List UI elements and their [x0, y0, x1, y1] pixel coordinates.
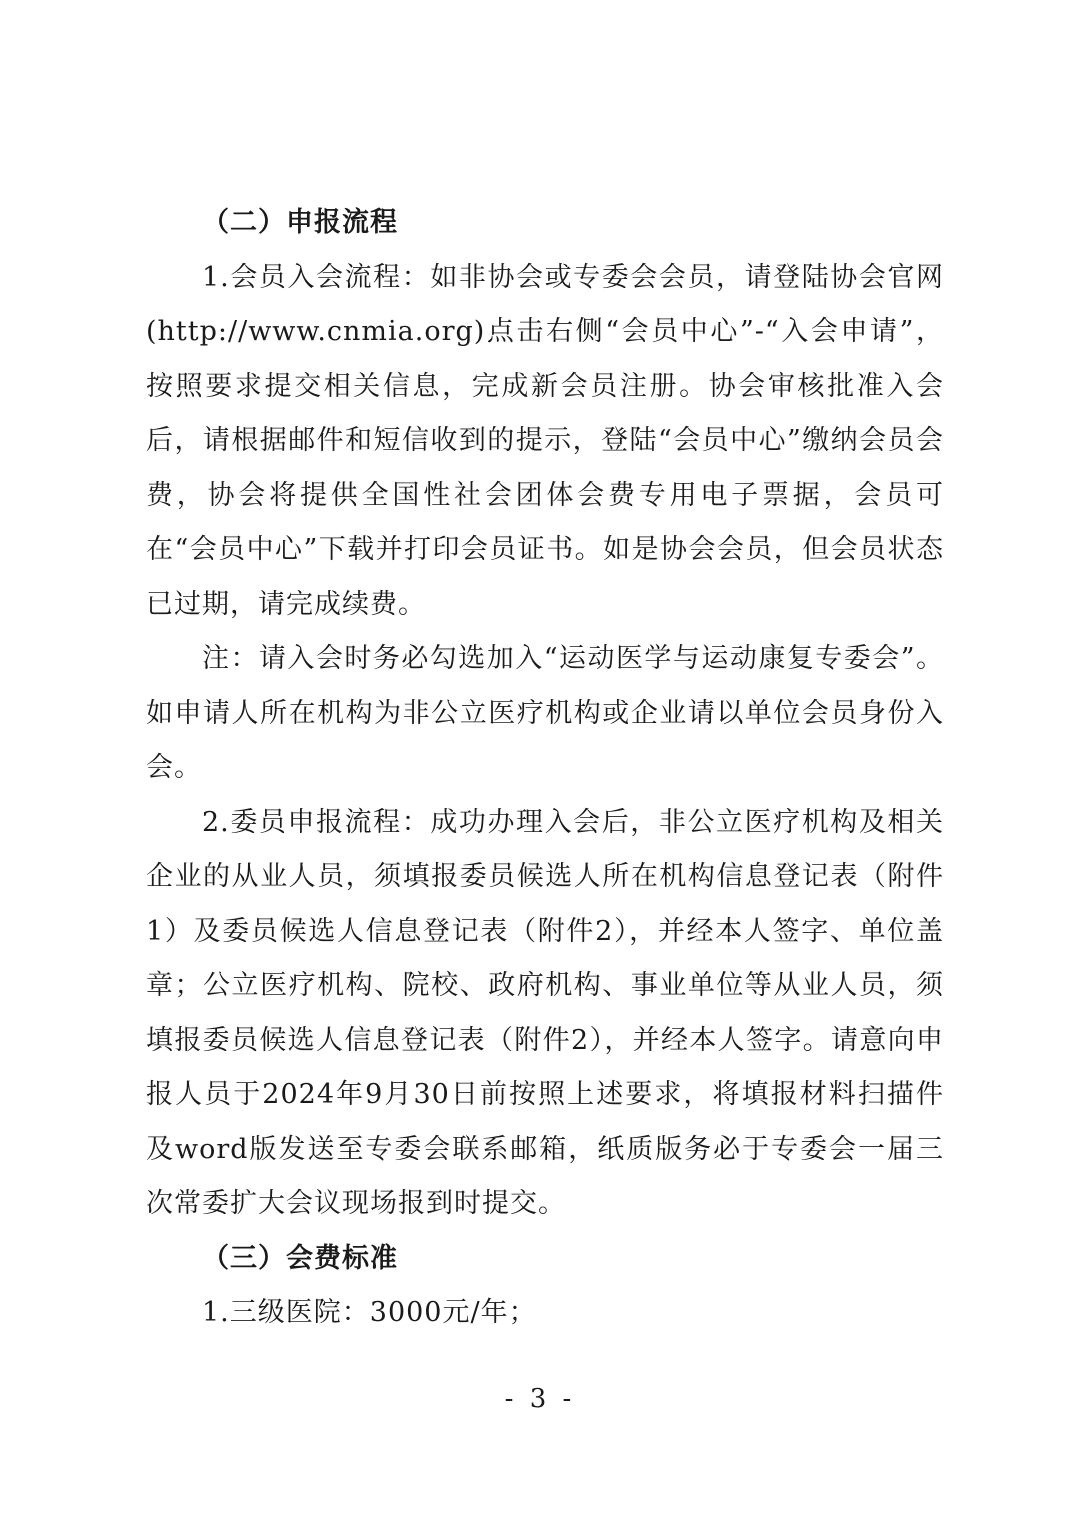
paragraph-membership-process: 1.会员入会流程：如非协会或专委会会员，请登陆协会官网(http://www.cnmia.org)点击右侧“会员中心”-“入会申请”，按照要求提交相关信息，完成新会员注册。协会审核批准入会后，请根据邮件和短信收到的提示，登陆“会员中心”缴纳会员会费，协会将提供全国性社会团体会费专用电子票据，会员可在“会员中心”下载并打印会员证书。如是协会会员，但会员状态已过期，请完成续费。 — [146, 261, 944, 620]
paragraph-committee-application: 2.委员申报流程：成功办理入会后，非公立医疗机构及相关企业的从业人员，须填报委员候选人所在机构信息登记表（附件1）及委员候选人信息登记表（附件2），并经本人签字、单位盖章；公立医疗机构、院校、政府机构、事业单位等从业人员，须填报委员候选人信息登记表（附件2），并经本人签字。请意向申报人员于2024年9月30日前按照上述要求，将填报材料扫描件及word版发送至专委会联系邮箱，纸质版务必于专委会一届三次常委扩大会议现场报到时提交。 — [146, 806, 944, 1219]
paragraph-note: 注：请入会时务必勾选加入“运动医学与运动康复专委会”。如申请人所在机构为非公立医疗机构或企业请以单位会员身份入会。 — [146, 643, 944, 783]
section-heading-application-process: （二）申报流程 — [202, 207, 398, 238]
document-body — [146, 196, 944, 1341]
page-number: - 3 - — [504, 1384, 576, 1414]
fee-item-tertiary-hospital: 1.三级医院：3000元/年； — [202, 1297, 537, 1328]
section-heading-membership-fees: （三）会费标准 — [202, 1242, 398, 1274]
